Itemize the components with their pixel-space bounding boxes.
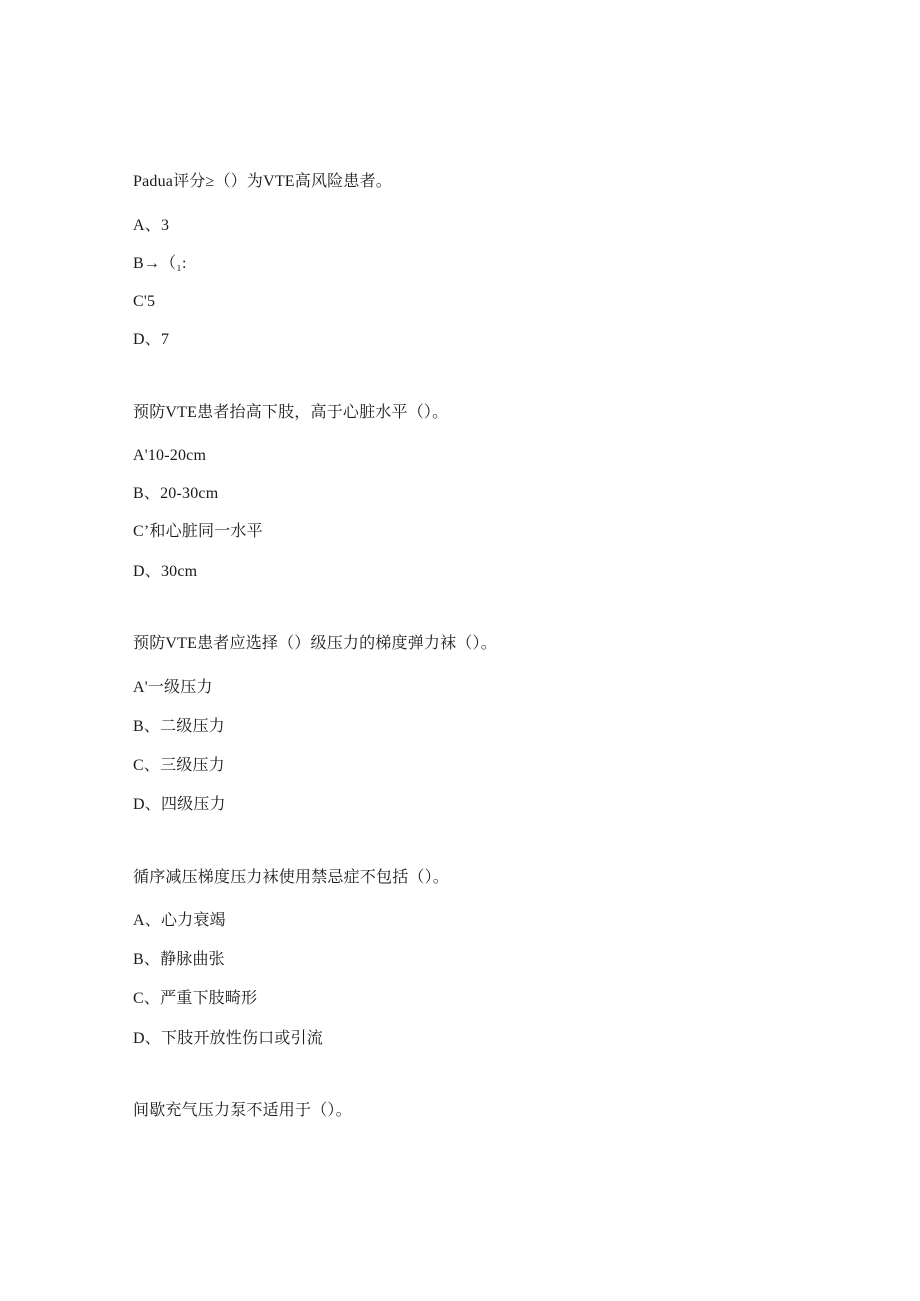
question-4-option-b: B、静脉曲张: [133, 951, 225, 968]
question-1-option-a: A、3: [133, 217, 170, 234]
question-1-option-c: C'5: [133, 293, 156, 310]
question-3-stem: 预防VTE患者应选择（）级压力的梯度弹力袜（）。: [133, 635, 497, 652]
question-4-option-c: C、严重下肢畸形: [133, 990, 258, 1007]
question-1-stem: Padua评分≥（）为VTE高风险患者。: [133, 173, 392, 190]
question-2-option-b: B、20-30cm: [133, 485, 219, 502]
question-4-stem: 循序减压梯度压力袜使用禁忌症不包括（）。: [133, 869, 450, 886]
question-5-stem: 间歇充气压力泵不适用于（）。: [133, 1102, 352, 1119]
question-2-option-d: D、30cm: [133, 563, 198, 580]
question-1-option-d: D、7: [133, 331, 170, 348]
question-4-option-a: A、心力衰竭: [133, 912, 226, 929]
question-3-option-b: B、二级压力: [133, 718, 225, 735]
question-3-option-c: C、三级压力: [133, 757, 225, 774]
question-4-option-d: D、下肢开放性伤口或引流: [133, 1030, 323, 1047]
question-1-option-b: B→（₁:: [133, 255, 187, 272]
question-3-option-d: D、四级压力: [133, 796, 226, 813]
question-2-stem: 预防VTE患者抬高下肢，高于心脏水平（）。: [133, 404, 449, 421]
question-2-option-a: A'10-20cm: [133, 447, 207, 464]
question-2-option-c: C’和心脏同一水平: [133, 523, 263, 540]
question-3-option-a: A'一级压力: [133, 679, 213, 696]
